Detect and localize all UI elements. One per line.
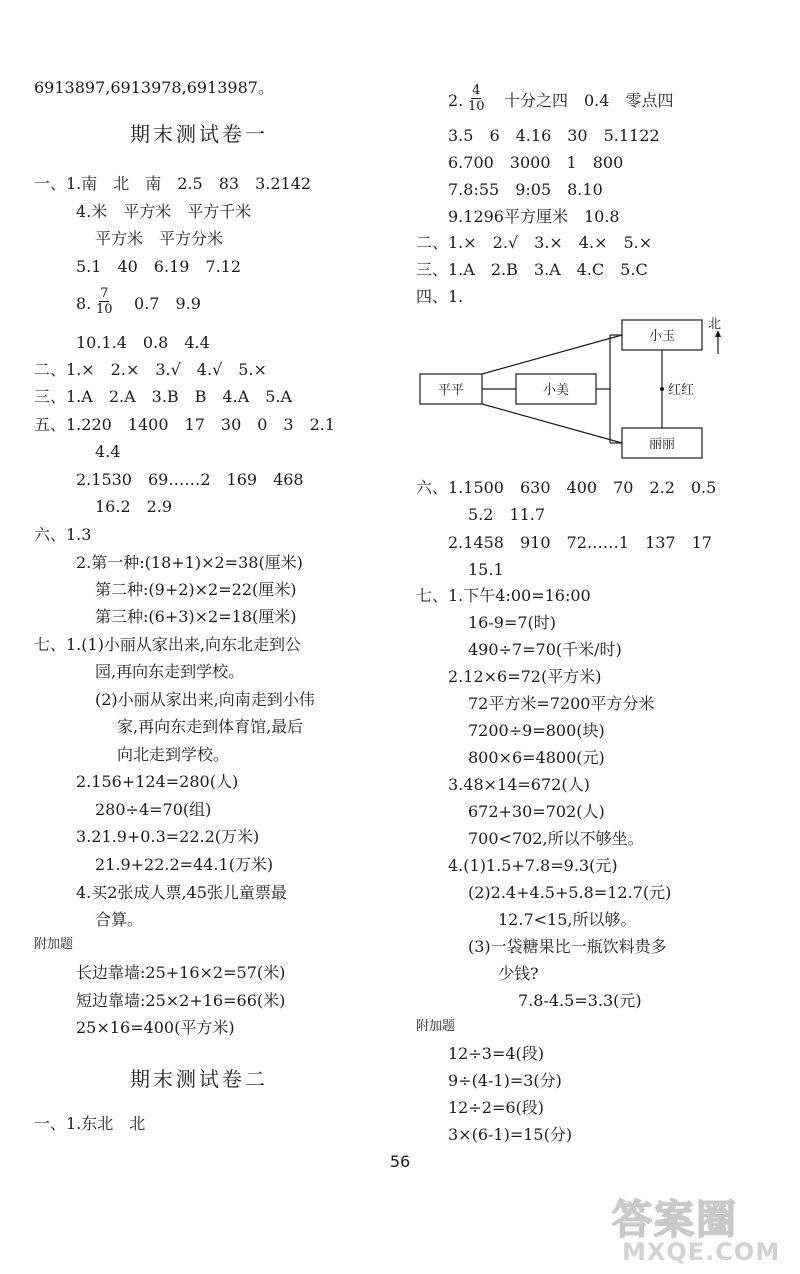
page-number: 56 [389,1152,411,1171]
answer-line: 21.9+22.2=44.1(万米) [95,855,274,874]
answer-line: 9.1296平方厘米 10.8 [448,207,620,226]
answer-line: 4.(1)1.5+7.8=9.3(元) [448,856,618,875]
answer-line: 3.21.9+0.3=22.2(万米) [76,827,260,846]
answer-line: 800×6=4800(元) [468,748,605,767]
answer-line: 280÷4=70(组) [95,800,212,819]
answer-line: 3×(6-1)=15(分) [448,1125,573,1144]
answer-line: 7.8:55 9:05 8.10 [448,180,603,199]
fraction-numerator: 7 [100,286,109,301]
answer-line: 三、1.A 2.B 3.A 4.C 5.C [416,260,648,279]
answer-line: 二、1.× 2.× 3.√ 4.√ 5.× [34,360,267,379]
answer-line: 0.7 9.9 [134,294,201,313]
fraction-numerator: 4 [472,83,481,98]
fraction-denominator: 10 [96,302,113,317]
answer-line: 15.1 [468,560,504,579]
answer-line: 十分之四 0.4 零点四 [504,91,674,110]
answer-line: 12÷3=4(段) [448,1044,545,1063]
answer-line: 第三种:(6+3)×2=18(厘米) [95,607,297,626]
answer-line: 短边靠墙:25×2+16=66(米) [76,991,286,1010]
answer-line: 700<702,所以不够坐。 [468,829,644,848]
answer-line: 8. [76,294,92,313]
section-title-final-test-2: 期末测试卷二 [130,1067,268,1091]
answer-line: 16.2 2.9 [95,497,173,516]
answer-line: 5.2 11.7 [468,505,546,524]
answer-line: 少钱? [498,964,539,983]
answer-line: 平方米 平方分米 [95,229,224,248]
answer-line: 4.米 平方米 平方千米 [76,202,252,221]
answer-line: 一、1.东北 北 [34,1114,146,1133]
honghong-dot [660,387,664,391]
label-pingping: 平平 [437,383,465,398]
answer-line: (3)一袋糖果比一瓶饮料贵多 [468,937,667,956]
line-pingping-lili [482,404,622,443]
fraction-denominator: 10 [468,99,485,114]
answer-line: 10.1.4 0.8 4.4 [76,333,210,352]
answer-line: 490÷7=70(千米/时) [468,640,622,659]
answer-line: 72平方米=7200平方分米 [468,694,655,713]
section-title-final-test-1: 期末测试卷一 [130,122,268,146]
answer-line: 2. [448,91,464,110]
answer-line: 2.1458 910 72……1 137 17 [448,533,712,552]
answer-line: 向北走到学校。 [117,745,230,764]
answer-line: 5.1 40 6.19 7.12 [76,257,242,276]
answer-line: 12÷2=6(段) [448,1098,545,1117]
answer-line: 16-9=7(时) [468,613,557,632]
watermark [612,1188,792,1272]
label-lili: 丽丽 [648,437,676,452]
answer-line: 12.7<15,所以够。 [498,910,637,929]
answer-line: 七、1.下午4:00=16:00 [416,586,591,605]
answer-line: 合算。 [95,910,144,929]
answer-line: (2)小丽从家出来,向南走到小伟 [95,690,315,709]
answer-line: 园,再向东走到学校。 [95,662,245,681]
fraction [96,287,113,316]
fraction [468,84,485,113]
answer-line: 4.买2张成人票,45张儿童票最 [76,883,287,902]
label-xiaoyu: 小玉 [648,329,676,344]
answer-line: 一、1.南 北 南 2.5 83 3.2142 [34,174,312,193]
answer-line: 7.8-4.5=3.3(元) [518,991,642,1010]
extra-question-label: 附加题 [416,1019,456,1034]
answer-line: 672+30=702(人) [468,802,605,821]
answer-line: 2.156+124=280(人) [76,772,239,791]
answer-line: 七、1.(1)小丽从家出来,向东北走到公 [34,635,302,654]
answer-line: 6.700 3000 1 800 [448,153,624,172]
answer-line: 25×16=400(平方米) [76,1018,235,1037]
answer-line: 9÷(4-1)=3(分) [448,1071,562,1090]
answer-line: 六、1.3 [34,525,92,544]
answer-line: 2.1530 69……2 169 468 [76,470,304,489]
answer-line: 家,再向东走到体育馆,最后 [117,717,304,736]
extra-question-label: 附加题 [34,937,74,952]
answer-line: 2.12×6=72(平方米) [448,667,602,686]
line-pingping-xiaoyu [482,335,622,374]
answer-line: 长边靠墙:25+16×2=57(米) [76,963,286,982]
answer-line: 第二种:(9+2)×2=22(厘米) [95,580,297,599]
answer-line: 二、1.× 2.√ 3.× 4.× 5.× [416,233,653,252]
answer-line: 7200÷9=800(块) [468,721,605,740]
position-diagram [410,306,740,466]
watermark-logo: 答案圈 [612,1197,738,1243]
label-north: 北 [708,317,722,332]
answer-line: 4.4 [95,442,121,461]
answer-line: 六、1.1500 630 400 70 2.2 0.5 [416,478,717,497]
answer-line: 3.48×14=672(人) [448,775,590,794]
answer-line: (2)2.4+4.5+5.8=12.7(元) [468,883,672,902]
answer-line: 6913897,6913978,6913987。 [34,78,274,97]
answer-line: 三、1.A 2.A 3.B B 4.A 5.A [34,387,293,406]
answer-line: 2.第一种:(18+1)×2=38(厘米) [76,553,303,572]
label-honghong: 红红 [668,383,695,398]
watermark-url: MXQE.COM [622,1238,781,1266]
answer-line: 五、1.220 1400 17 30 0 3 2.1 [34,415,336,434]
answer-line: 3.5 6 4.16 30 5.1122 [448,126,660,145]
answer-line: 四、1. [416,287,464,306]
label-xiaomei: 小美 [542,383,570,398]
